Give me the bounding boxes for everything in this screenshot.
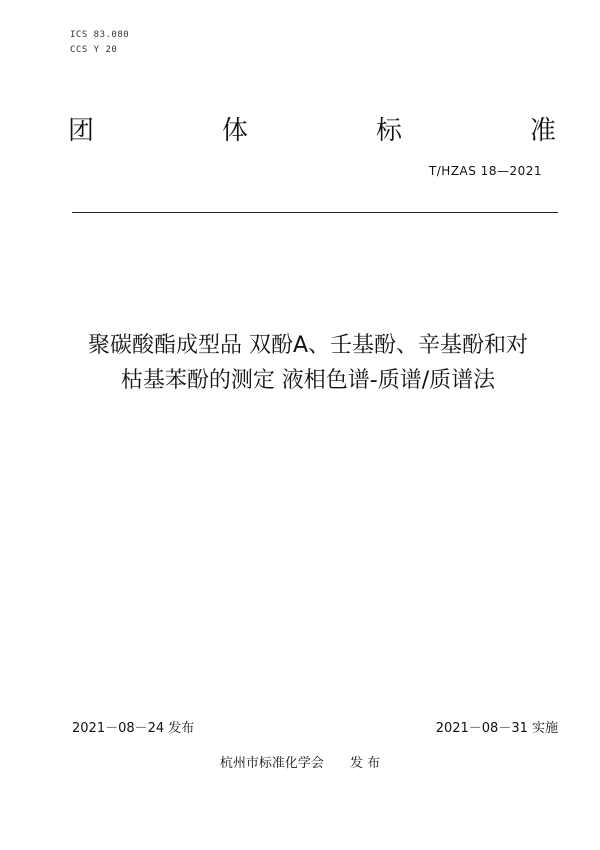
classification-codes	[70, 28, 129, 58]
implementation-date: 2021－08－31 实施	[435, 721, 558, 736]
standard-type-char-2: 体	[221, 116, 248, 146]
standard-type-char-4: 准	[529, 116, 556, 146]
publisher-line	[0, 752, 600, 771]
issue-date: 2021－08－24 发布	[72, 721, 195, 736]
publisher-name: 杭州市标准化学会	[219, 756, 324, 771]
ccs-code: CCS Y 20	[70, 45, 118, 55]
document-title	[40, 328, 576, 398]
title-line-1: 聚碳酸酯成型品 双酚A、壬基酚、辛基酚和对	[87, 333, 529, 358]
standard-type-char-3: 标	[375, 116, 402, 146]
publisher-action: 发 布	[349, 756, 381, 771]
standard-number: T/HZAS 18—2021	[428, 164, 542, 178]
header-divider	[72, 212, 558, 213]
title-line-2: 枯基苯酚的测定 液相色谱-质谱/质谱法	[120, 368, 496, 393]
standard-type-heading	[68, 114, 556, 148]
standard-type-char-1: 团	[68, 116, 95, 146]
ics-code: ICS 83.080	[70, 30, 130, 40]
